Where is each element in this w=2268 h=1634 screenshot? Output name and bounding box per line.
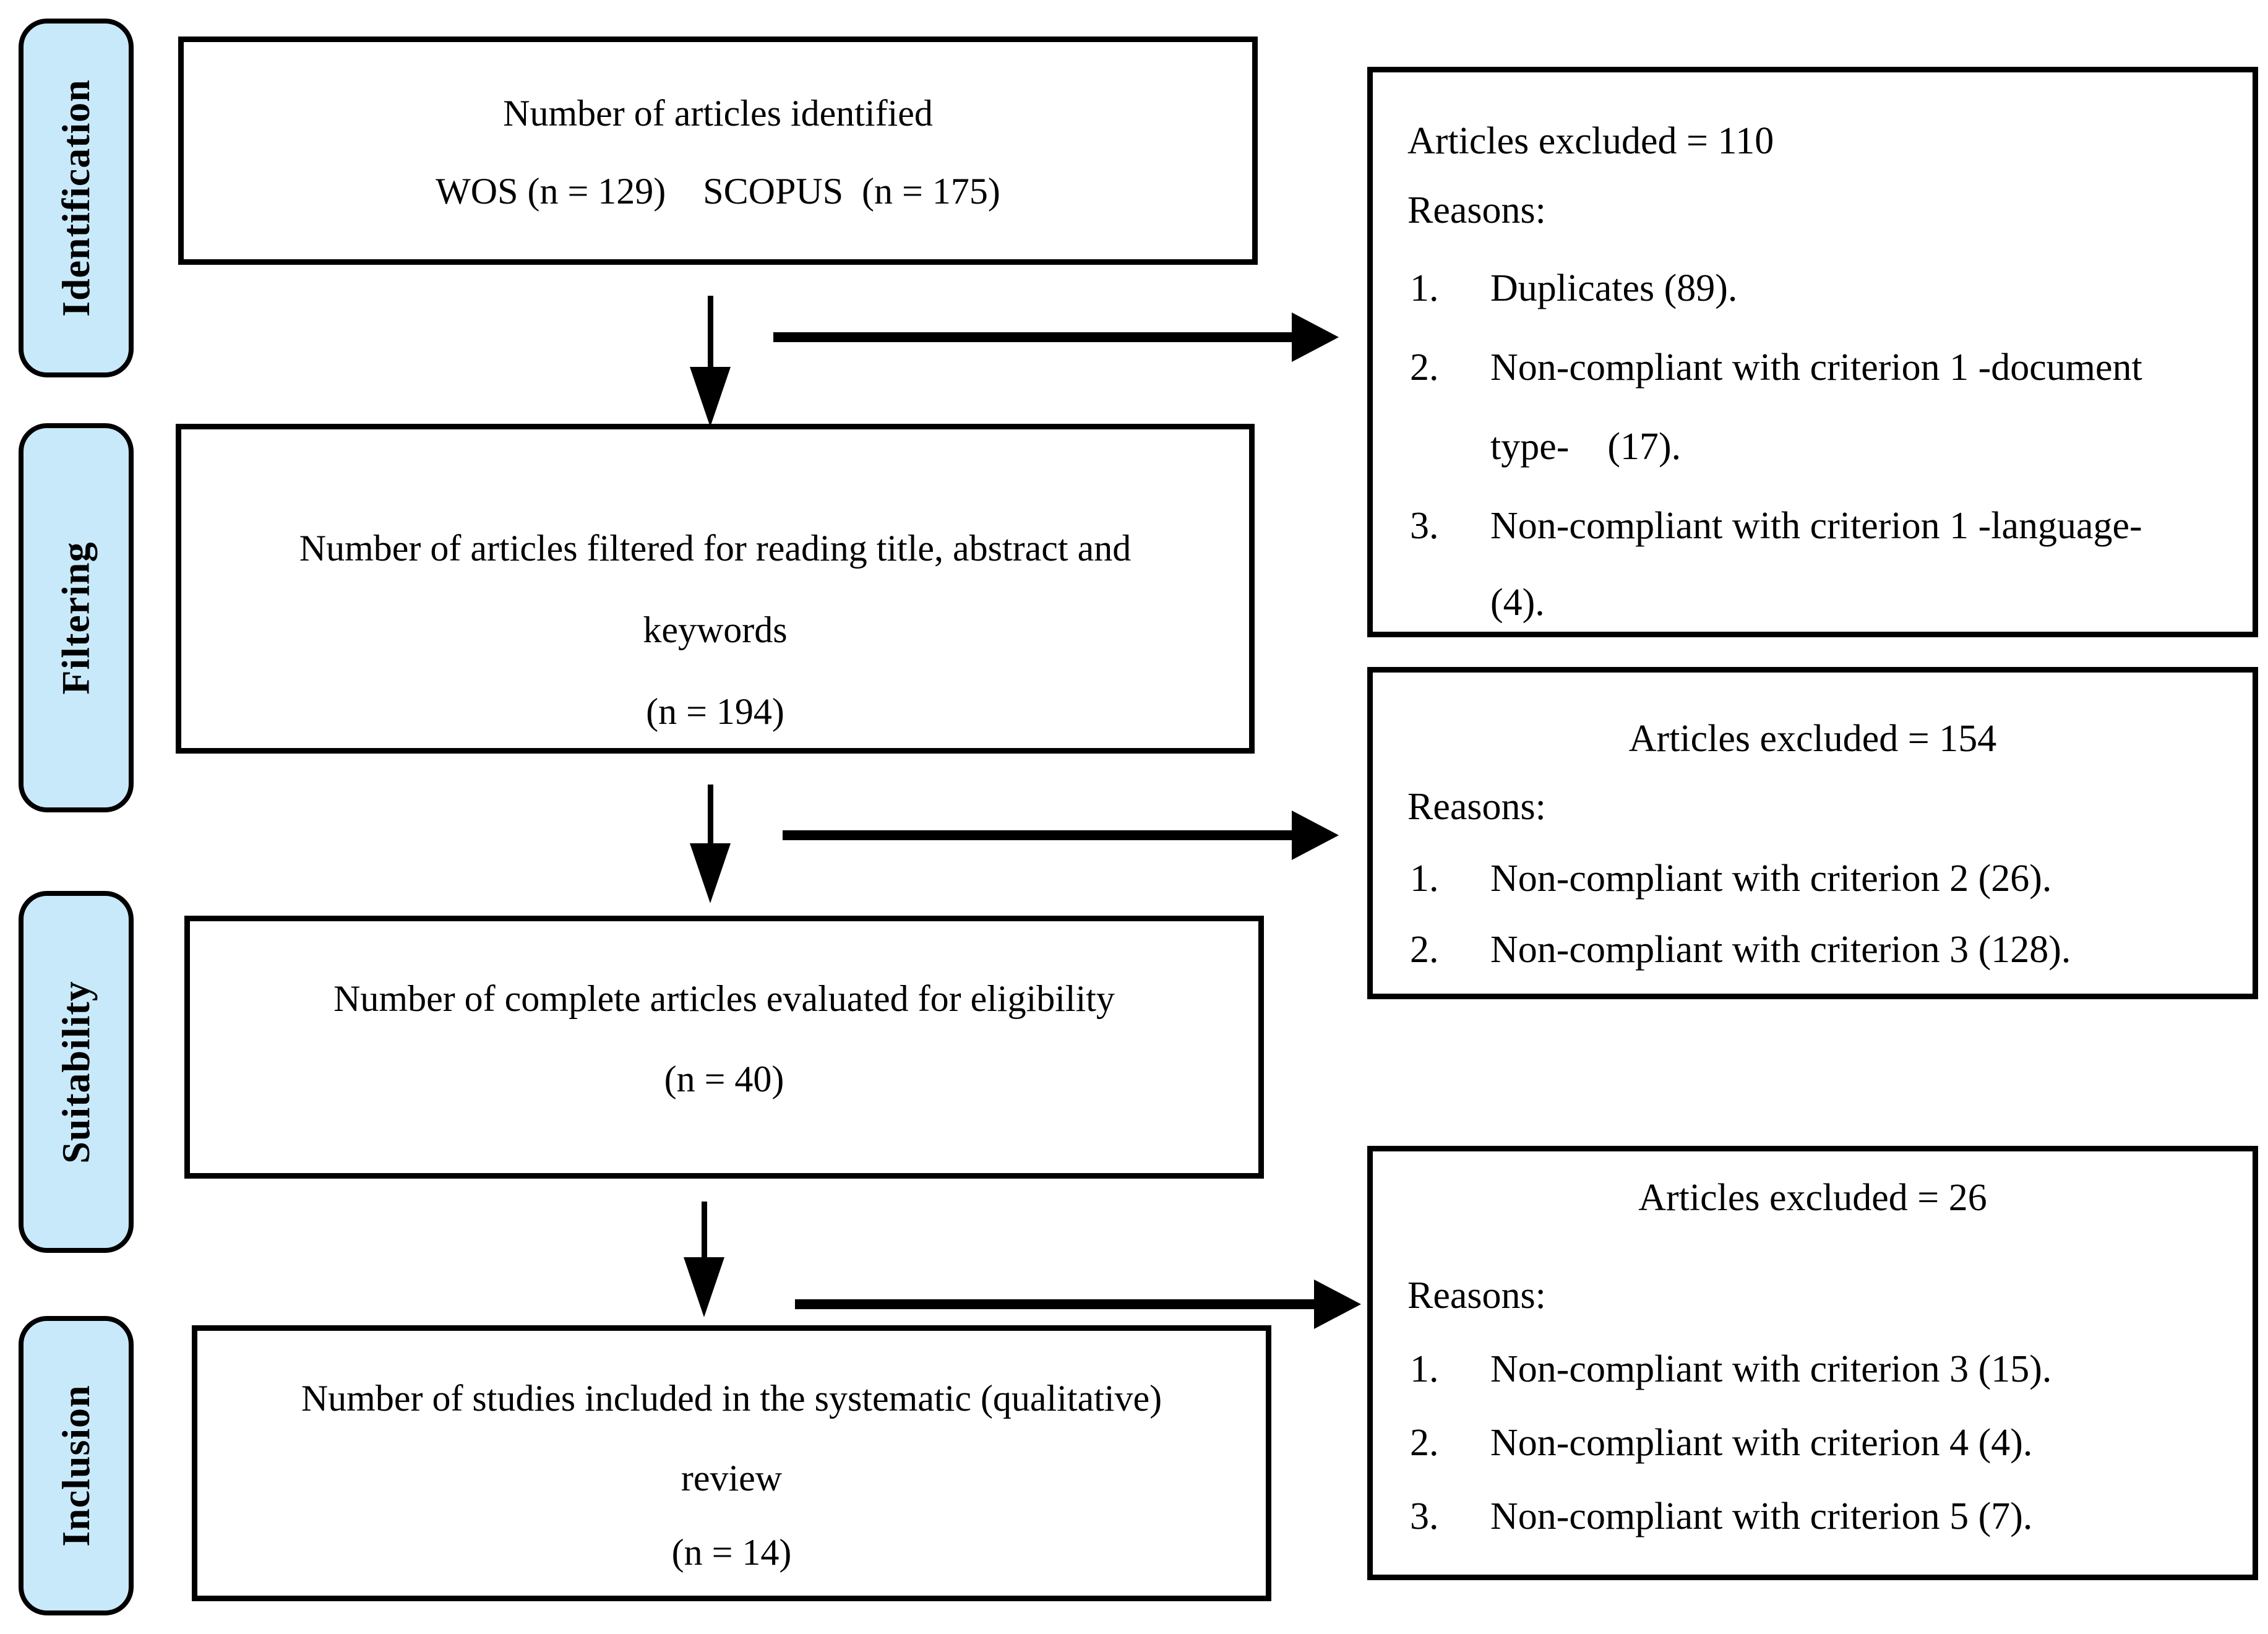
arrow-right-icon <box>1292 312 1339 362</box>
arrow-right-icon <box>1314 1279 1361 1329</box>
exclusion-box-3-item-1 <box>1373 1341 2253 1397</box>
item-number: 2. <box>1410 346 1439 389</box>
exclusion-box-2 <box>1367 667 2258 999</box>
flow-box-identified-line2: WOS (n = 129) SCOPUS (n = 175) <box>436 171 1000 212</box>
exclusion-box-2-item-1 <box>1373 851 2253 906</box>
exclusion-box-1-item-2-cont <box>1373 419 2253 475</box>
exclusion-box-2-item-2 <box>1373 922 2253 978</box>
flow-box-filtered <box>176 424 1255 754</box>
exclusion-box-1 <box>1367 67 2258 637</box>
flow-box-included-line1: Number of studies included in the systematic (qualitative) <box>301 1378 1162 1419</box>
exclusion-box-3-reasons: Reasons: <box>1407 1275 1546 1317</box>
exclusion-box-1-reasons: Reasons: <box>1407 189 1546 231</box>
exclusion-box-3-title: Articles excluded = 26 <box>1638 1177 1987 1219</box>
arrow-down-icon <box>690 843 731 903</box>
arrow-shaft <box>708 785 713 843</box>
item-text: Non-compliant with criterion 2 (26). <box>1490 858 2052 900</box>
item-text: Non-compliant with criterion 1 -language- <box>1490 505 2142 547</box>
flow-box-included-line2: review <box>681 1458 783 1499</box>
flow-box-evaluated <box>184 916 1264 1179</box>
item-text: (4). <box>1490 582 1545 624</box>
item-number: 1. <box>1410 858 1439 900</box>
stage-label-suitability <box>19 891 134 1253</box>
flow-box-identified <box>178 37 1258 265</box>
exclusion-box-2-reasons: Reasons: <box>1407 786 1546 828</box>
item-text: Non-compliant with criterion 5 (7). <box>1490 1495 2033 1537</box>
item-number: 1. <box>1410 267 1439 309</box>
item-text: Duplicates (89). <box>1490 267 1738 309</box>
exclusion-box-1-item-2 <box>1373 340 2253 395</box>
flow-box-identified-line1: Number of articles identified <box>503 93 933 134</box>
exclusion-box-3-item-2 <box>1373 1415 2253 1471</box>
exclusion-box-2-title: Articles excluded = 154 <box>1628 718 1997 760</box>
arrow-down-icon <box>690 367 731 427</box>
item-number: 1. <box>1410 1348 1439 1390</box>
stage-label-identification <box>19 19 134 377</box>
stage-label-suitability-text: Suitability <box>54 980 98 1164</box>
flow-box-evaluated-line1: Number of complete articles evaluated for eligibility <box>333 978 1115 1019</box>
exclusion-box-1-item-3 <box>1373 498 2253 554</box>
item-number: 3. <box>1410 505 1439 547</box>
exclusion-box-1-item-1 <box>1373 260 2253 316</box>
item-text: Non-compliant with criterion 1 -document <box>1490 346 2142 389</box>
item-number: 2. <box>1410 929 1439 971</box>
flow-box-filtered-line2: keywords <box>643 609 788 650</box>
arrow-shaft <box>773 332 1292 342</box>
arrow-shaft <box>702 1202 707 1257</box>
arrow-down-icon <box>684 1257 724 1317</box>
flow-box-included-line3: (n = 14) <box>671 1532 792 1573</box>
arrow-shaft <box>795 1299 1315 1309</box>
exclusion-box-1-item-3-cont <box>1373 575 2253 630</box>
stage-label-identification-text: Identification <box>54 79 98 317</box>
flow-box-evaluated-line2: (n = 40) <box>664 1059 784 1099</box>
item-number: 3. <box>1410 1495 1439 1537</box>
item-text: Non-compliant with criterion 3 (128). <box>1490 929 2071 971</box>
arrow-shaft <box>783 830 1292 840</box>
exclusion-box-1-title: Articles excluded = 110 <box>1407 120 1774 162</box>
stage-label-inclusion-text: Inclusion <box>54 1385 98 1547</box>
stage-label-filtering <box>19 423 134 812</box>
stage-label-filtering-text: Filtering <box>54 541 98 695</box>
item-text: Non-compliant with criterion 4 (4). <box>1490 1422 2033 1464</box>
arrow-shaft <box>708 296 713 367</box>
item-text: type- (17). <box>1490 426 1682 468</box>
stage-label-inclusion <box>19 1316 134 1615</box>
item-text: Non-compliant with criterion 3 (15). <box>1490 1348 2052 1390</box>
arrow-right-icon <box>1292 811 1339 860</box>
flow-box-included <box>192 1325 1271 1601</box>
exclusion-box-3-item-3 <box>1373 1489 2253 1544</box>
flow-box-filtered-line1: Number of articles filtered for reading title, abstract and <box>299 528 1132 569</box>
exclusion-box-3 <box>1367 1146 2258 1580</box>
item-number: 2. <box>1410 1422 1439 1464</box>
flow-box-filtered-line3: (n = 194) <box>646 691 784 732</box>
